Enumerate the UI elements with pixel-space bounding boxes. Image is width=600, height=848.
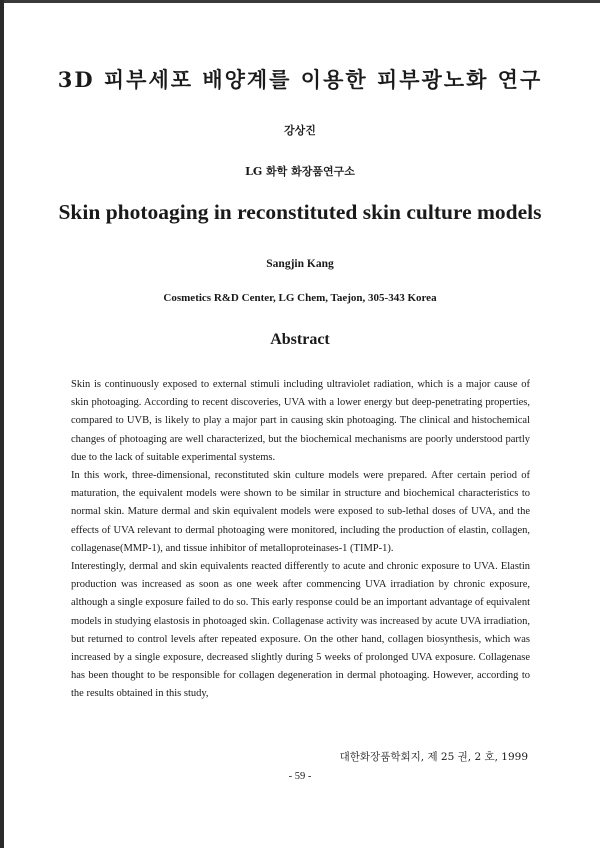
korean-author: 강상진	[284, 124, 316, 137]
page-number: - 59 -	[288, 771, 312, 782]
abstract-paragraph-3: Interestingly, dermal and skin equivalents reacted differently to acute and chronic exposure to UVA. Elastin production was increased as soon as one week after commencing UVA irradiation by chronic exposure, although a single exposure failed to do so. This early response could be an important advantage of equivalent models in studying elastosis in photoaged skin. Collagenase activity was increased by acute UVA irradiation, but returned to control levels after repeated exposure. On the other hand, collagen biosynthesis, which was increased by a single exposure, decreased slightly during 5 weeks of prolonged UVA exposure. Collagenase has been thought to be responsible for collagen degeneration in dermal photoaging. However, according to the results obtained in this study,	[71, 561, 530, 700]
abstract-paragraph-1: Skin is continuously exposed to external stimuli including ultraviolet radiation, which is a major cause of skin photoaging. According to recent discoveries, UVA with a lower energy but deep-penetrating properties, compared to UVB, is likely to play a major part in causing skin photoaging. The clinical and histochemical changes of photoaging are well characterized, but the biochemical mechanisms are poorly understood partly due to the lack of suitable experimental systems.	[71, 379, 530, 463]
korean-affiliation: LG 화학 화장품연구소	[245, 165, 355, 178]
english-title: Skin photoaging in reconstituted skin culture models	[58, 200, 542, 224]
abstract-body	[71, 376, 530, 704]
journal-reference: 대한화장품학회지, 제 25 권, 2 호, 1999	[339, 751, 528, 763]
abstract-paragraph-2: In this work, three-dimensional, reconstituted skin culture models were prepared. After certain period of maturation, the equivalent models were shown to be similar in structure and biochemical characteristics to normal skin. Mature dermal and skin equivalent models were exposed to sub-lethal doses of UVA, and the effects of UVA relevant to dermal photoaging were monitored, including the production of elastin, collagen, collagenase(MMP-1), and tissue inhibitor of metalloproteinases-1 (TIMP-1).	[71, 470, 530, 554]
english-affiliation: Cosmetics R&D Center, LG Chem, Taejon, 305-343 Korea	[163, 292, 437, 304]
abstract-heading: Abstract	[270, 331, 330, 348]
scan-edge-top	[0, 0, 600, 3]
english-author: Sangjin Kang	[266, 258, 334, 270]
korean-title: 3D 피부세포 배양계를 이용한 피부광노화 연구	[57, 67, 543, 92]
